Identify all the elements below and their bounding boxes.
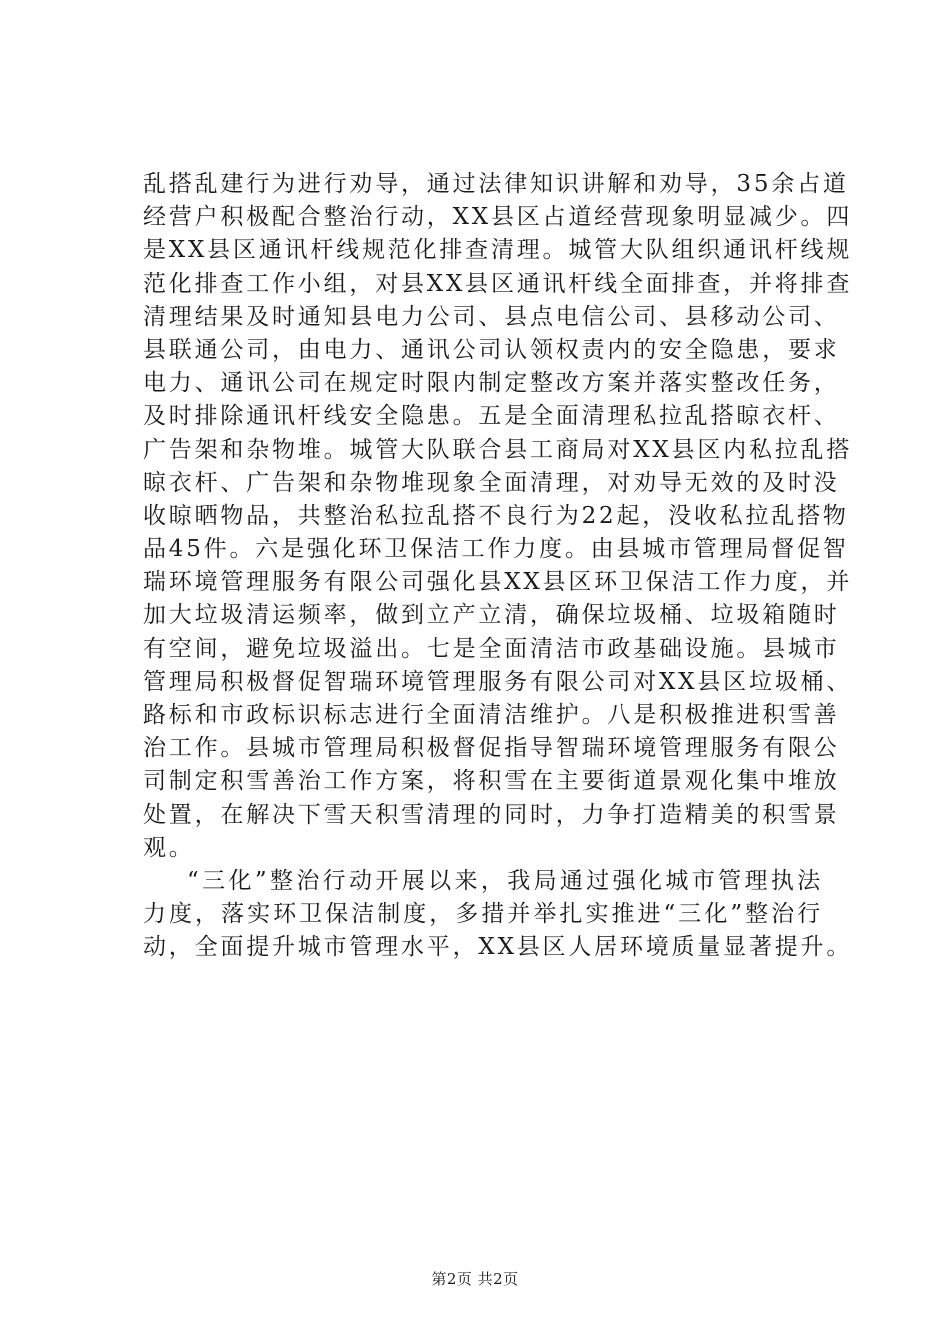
- text-line: 观。: [143, 834, 195, 861]
- text-line: 经营户积极配合整治行动，XX县区占道经营现象明显减少。四: [143, 204, 853, 231]
- text-line: 动，全面提升城市管理水平，XX县区人居环境质量显著提升。: [143, 934, 853, 961]
- text-line: 路标和市政标识标志进行全面清洁维护。八是积极推进积雪善: [143, 702, 840, 728]
- text-line: 及时排除通讯杆线安全隐患。五是全面清理私拉乱搭晾衣杆、: [143, 403, 840, 430]
- text-line: 晾衣杆、广告架和杂物堆现象全面清理，对劝导无效的及时没: [143, 469, 840, 496]
- text-line: 有空间，避免垃圾溢出。七是全面清洁市政基础设施。县城市: [143, 635, 840, 662]
- text-line: 力度，落实环卫保洁制度，多措并举扎实推进“三化”整治行: [143, 901, 823, 928]
- text-line: 收晾晒物品，共整治私拉乱搭不良行为22起，没收私拉乱搭物: [143, 502, 849, 529]
- page-footer: 第2页 共2页: [431, 1270, 519, 1288]
- paragraph-first-line: “三化”整治行动开展以来，我局通过强化城市管理执法: [187, 867, 823, 894]
- document-body: [143, 168, 853, 965]
- text-line: 加大垃圾清运频率，做到立产立清，确保垃圾桶、垃圾箱随时: [143, 602, 840, 629]
- text-line: 品45件。六是强化环卫保洁工作力度。由县城市管理局督促智: [143, 536, 849, 563]
- text-line: 广告架和杂物堆。城管大队联合县工商局对XX县区内私拉乱搭: [143, 436, 853, 463]
- text-line: 管理局积极督促智瑞环境管理服务有限公司对XX县区垃圾桶、: [143, 668, 853, 695]
- text-line: 治工作。县城市管理局积极督促指导智瑞环境管理服务有限公: [143, 735, 840, 762]
- text-line: 电力、通讯公司在规定时限内制定整改方案并落实整改任务，: [143, 370, 840, 397]
- text-line: 是XX县区通讯杆线规范化排查清理。城管大队组织通讯杆线规: [143, 237, 853, 264]
- text-line: 县联通公司，由电力、通讯公司认领权责内的安全隐患，要求: [143, 336, 840, 363]
- text-line: 瑞环境管理服务有限公司强化县XX县区环卫保洁工作力度，并: [143, 569, 853, 596]
- text-line: 乱搭乱建行为进行劝导，通过法律知识讲解和劝导，35余占道: [143, 171, 849, 197]
- text-line: 处置，在解决下雪天积雪清理的同时，力争打造精美的积雪景: [143, 801, 840, 828]
- text-line: 司制定积雪善治工作方案，将积雪在主要街道景观化集中堆放: [143, 768, 840, 795]
- text-line: 清理结果及时通知县电力公司、县点电信公司、县移动公司、: [143, 303, 840, 330]
- text-line: 范化排查工作小组，对县XX县区通讯杆线全面排查，并将排查: [143, 270, 853, 297]
